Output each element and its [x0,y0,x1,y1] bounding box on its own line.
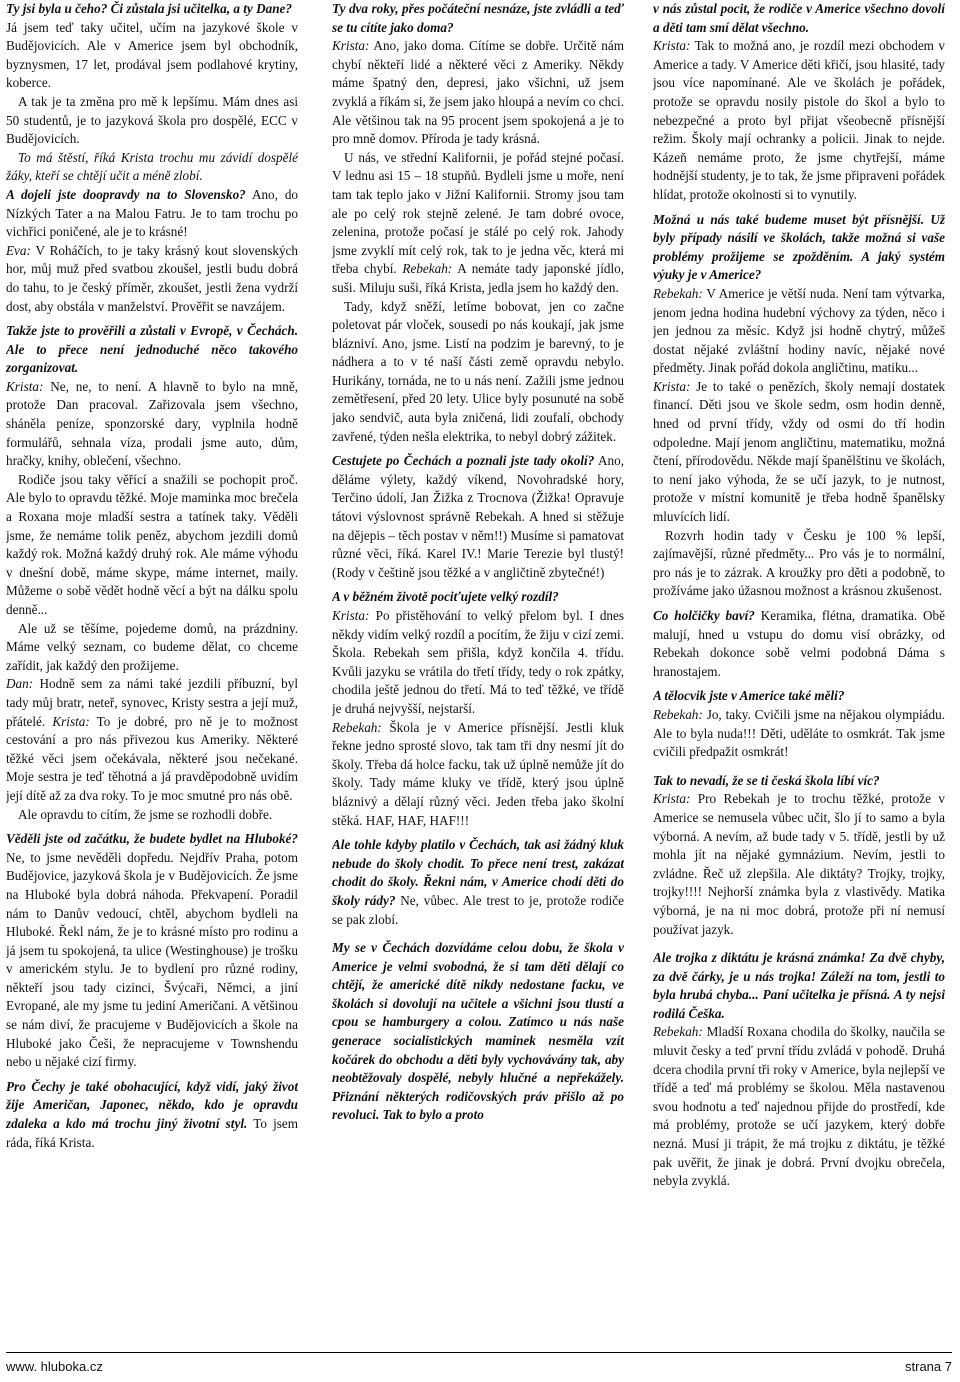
paragraph: Ale opravdu to cítím, že jsme se rozhodli dobře. [18,806,273,822]
column-1 [6,0,298,1330]
paragraph: Rebekah: Mladší Roxana chodila do školky, naučila se mluvit česky a teď první třídu zvládá v pohodě. Druhá dcera chodila první tři roky v Americe, byla nejlepší ve třídě a teď má problémy se školou. Měla nastavenou svou hodnotu a teď najednou přijde do prostředí, kde má problémy, protože se učí jazykem, který dobře nezná. Musí ji trápit, že má trojku z diktátu, je těžké pak uvěřit, že jinak je dobrá. První dvojku obrečela, nebyla zvyklá. [653,1024,945,1189]
paragraph: Krista: Ne, ne, to není. A hlavně to bylo na mně, protože Dan pracoval. Zařizovala jsem všechno, sháněla peníze, sponzorské dary, vyplnila hodně formulářů, sehnala víza, prodali jsme auto, dům, hračky, knihy, oblečení, všechno. [6,378,298,469]
paragraph: Rebekah: V Americe je větší nuda. Není tam výtvarka, jenom jedna hodina hudební výchovy za týden, něco i jen jednou za měsíc. Když jsi hodně chytrý, můžeš dostat nějaké zvláštní hodiny navíc, nějaké nové předměty. Jinak pořád dokola angličtinu, matiku... [653,285,945,376]
page-footer [6,1352,952,1379]
page-number: strana 7 [905,1359,952,1374]
website-link[interactable]: www. hluboka.cz [6,1359,103,1374]
paragraph: Krista: Tak to možná ano, je rozdíl mezi obchodem v Americe a tady. V Americe děti křičí, jsou hlasité, tady jsou více napomínané. Ale ve školách je pořádek, protože se opravdu nosily pistole do škol a bylo to nebezpečné a proto byl přijat všeobecně přísnější režim. Školy mají ochranky a policii. Jinak to nejde. Kázeň nemáme proto, že jsme chytřejší, máme hodnější studenty, je to tak, že jsme připraveni pořádek hlídat, protože okolnosti si to vynutily. [653,38,945,202]
paragraph: A tak je ta změna pro mě k lepšímu. Mám dnes asi 50 studentů, je to jazyková škola pro dospělé, ECC v Budějovicích. [6,93,298,147]
paragraph: Co holčičky baví? Keramika, flétna, dramatika. Obě malují, hned u vstupu do domu visí obrázky, od Rebekah dokonce sobě velmi podobná Dáma s hranostajem. [653,608,945,679]
column-2 [332,0,624,1330]
question: Tak to nevadí, že se ti česká škola líbí víc? [653,772,880,788]
question: Ale trojka z diktátu je krásná známka! Za dvě chyby, za dvě čárky, je u nás trojka! Záleží na tom, jestli to byla hrubá chyba... Paní učitelka je přísná. A ty nejsi rodilá Češka. [653,950,945,1021]
paragraph: Krista: Pro Rebekah je to trochu těžké, protože v Americe se nemusela vůbec učit, šlo jí to samo a byla výborná. A nevím, až bude tady v 5. třídě, jestli by už mohla jít na nějaké gymnázium. Nevím, jestli to zvládne. Řeč už zlepšila. Ale diktáty? Trojky, trojky, trojky!!!! Nejhorší známka byla z vlastivědy. Matika výborná, je na ni moc dobrá, protože při ní nemusí používat jazyk. [653,791,945,937]
question: Ty jsi byla u čeho? Či zůstala jsi učitelka, a ty Dane? [6,1,292,16]
question: Ty dva roky, přes počáteční nesnáze, jste zvládli a teď se tu cítíte jako doma? [332,1,624,35]
question: A v běžném životě pociťujete velký rozdíl? [332,589,559,605]
question: Možná u nás také budeme muset být přísnější. Už byly případy násilí ve školách, takže možná si vaše problémy prožijeme se zpožděním. A jaký systém výuky je v Americe? [653,211,945,283]
paragraph: Ale tohle kdyby platilo v Čechách, tak asi žádný kluk nebude do školy chodit. To přece není trest, zakázat chodit do školy. Řekni nám, v Americe chodí děti do školy rády? Ne, vůbec. Ale trest to je, protože rodiče se pak zlobí. [332,837,624,927]
paragraph: A dojeli jste doopravdy na to Slovensko? Ano, do Nízkých Tater a na Malou Fatru. Je to tam trochu po vichřici poničené, ale je to krásné! [6,186,298,240]
paragraph: Já jsem teď taky učitel, učím na jazykové škole v Budějovicích. Ale v Americe jsem byl obchodník, byznysmen, 17 let, prodával jsem podlahové krytiny, koberce. [6,19,298,91]
paragraph: Pro Čechy je také obohacující, když vidí, jaký život žije Američan, Japonec, někdo, kdo je opravdu zdaleka a kdo má trochu jiný životní styl. To jsem ráda, říká Krista. [6,1078,298,1150]
paragraph: Tady, když sněží, letíme bobovat, jen co začne poletovat pár vloček, sousedi po nás koukají, jak jsme blázniví. Ano, jsme. Listí na podzim je barevný, to je nádhera a to v té naší části země opravdu nebylo. Hurikány, tornáda, ne to u nás není. Zažili jsme jednou zemětřesení, před 20 lety. Ulice byly posunuté na sobě jako sendvič, auta byla zničená, lidi zoufalí, obchody zavřené, týden nešla elektrika, to nebyl dobrý zážitek. [332,298,624,444]
paragraph: Rozvrh hodin tady v Česku je 100 % lepší, zajímavější, různé předměty... Pro vás je to normální, pro nás je to zázrak. A kroužky pro děti a podobně, to prožíváme jako úžasnou možnost a krásnou zkušenost. [653,527,945,599]
column-3 [653,0,945,1330]
question: My se v Čechách dozvídáme celou dobu, že škola v Americe je velmi svobodná, že si tam děti dělají co chtějí, že americké dítě nikdy nedostane facku, ve školách si dovolují na učitele a všichni jsou tlustí a cpou se hamburgery a colou. Zatímco u nás naše generace socialistických maminek nesměla vzít kočárek do obchodu a děti byly vychovávány tak, aby neobtěžovaly dospělé, nebyly hlučné a nepřekážely. Přiznání některých rodičovských práv přišlo až po revoluci. Tak to bylo a proto [332,940,624,1123]
paragraph: Rebekah: Škola je v Americe přísnější. Jestli kluk řekne jedno sprosté slovo, tak tam tři dny nesmí jít do školy. Třeba dá holce facku, tak už úplně nemůže jít do školy. Tady máme kluky ve třídě, který jsou úplně bláznivý a dělají různý věci. Jeden třeba jako školní stěká. HAF, HAF, HAF!!! [332,719,624,828]
paragraph: Krista: Po přistěhování to velký přelom byl. I dnes někdy vidím velký rozdíl a pocítím, že žiju v cizí zemi. Škola. Rebekah sem přišla, když končila 4. třídu. Kvůli jazyku se vrátila do třetí třídy, tedy o rok zpátky, chodila ještě jednou do třetí. Má to teď těžké, ve třídě je druhá nejvyšší, nejstarší. [332,608,624,716]
paragraph: Věděli jste od začátku, že budete bydlet na Hluboké? Ne, to jsme nevěděli dopředu. Nejdřív Praha, potom Budějovice, jazyková škola je v Budějovicích. Že jsme na Hluboké byla dobrá náhoda. Překvapení. Poradil nám to Danův vedoucí, chtěl, abychom bydleli na Hluboké. Řekl nám, že je to krásné místo pro rodinu a já jsem tu spokojená, ta ulice (Westinghouse) je trošku v americkém stylu. Je to bydlení pro různé rodiny, někteří jsou tady cizinci, Švýcaři, Němci, a jiní Evropané, ale my jsme tu jediní Američani. A většinou se nám diví, že pracujeme v Budějovicích a škole na Hluboké jako Češi, že nepracujeme v Townshendu nebo u nějaké cizí firmy. [6,831,298,1070]
paragraph: To má štěstí, říká Krista trochu mu závidí dospělé žáky, kteří se chtějí učit a méně zlobí. [6,149,298,184]
paragraph: Ale už se těšíme, pojedeme domů, na prázdniny. Máme velký seznam, co budeme dělat, co chceme zařídit, jak každý den prožijeme. [6,620,298,673]
paragraph: Rebekah: Jo, taky. Cvičili jsme na nějakou olympiádu. Ale to byla nuda!!! Děti, uděláte to osmkrát. Tak jsme cvičili předpažit osmkrát! [653,706,945,760]
question: v nás zůstal pocit, že rodiče v Americe všechno dovolí a děti tam smí dělat všechno. [653,1,945,35]
paragraph: Dan: Hodně sem za námi také jezdili příbuzní, byl tady můj bratr, neteř, synovec, Kristy sestra a její muž, přátelé. Krista: To je dobré, pro ně je to možnost cestování a pro nás přivezou kus Ameriky. Některé těžké věci jsem očekávala, některé jsou nečekané. Moje sestra je teď těhotná a já pravděpodobně uvidím její dítě až za dva roky. To je moc smutné pro nás obě. [6,676,298,803]
paragraph: Eva: V Roháčích, to je taky krásný kout slovenských hor, můj muž před svatbou zkoušel, jestli budu dobrá do tahu, to je český příměr, zkoušet, jestli žena vydrží dost, aby obstála v manželství. Prověřit se navzájem. [6,242,298,314]
question: Takže jste to prověřili a zůstali v Evropě, v Čechách. Ale to přece není jednoduché něco takového zorganizovat. [6,323,298,376]
paragraph: Krista: Je to také o penězích, školy nemají dostatek financí. Děti jsou ve škole sedm, osm hodin denně, hned od první třídy, vždy od osmi do tří hodin odpoledne. Mají jenom angličtinu, matematiku, možná čtení, přírodovědu. Někde mají španělštinu ve školách, to není jako výhoda, že se učí jazyk, to je nutnost, protože v místní komunitě je třeba hodně španělsky mluvících lidí. [653,378,945,525]
question: A tělocvik jste v Americe také měli? [653,688,845,704]
paragraph: Cestujete po Čechách a poznali jste tady okolí? Ano, děláme výlety, každý víkend, Novohradské hory, Terčino údolí, Jan Žižka z Trocnova (Žižka! Opravuje tátovi výslovnost správně Rebekah. A hned si stěžuje na dějepis – těch postav v něm!!) Musíme si pamatovat různé věci, říká. Karel IV.! Marie Terezie byl tlustý! (Rody v češtině jsou těžké a v angličtině zbytečné!) [332,453,624,580]
paragraph: Rodiče jsou taky věřící a snažili se pochopit proč. Ale bylo to opravdu těžké. Moje maminka moc brečela a Roxana moje mladší sestra a tatínek taky. Věděli jsme, že nemáme tolik peněz, abychom jezdili domů každý rok. Možná každý druhý rok. Ale máme výhodu v dnešní době, máme skype, máme internet, maily. Můžeme o sobě vědět hodně věcí a být na dálku spolu denně... [6,471,298,617]
paragraph: Krista: Ano, jako doma. Cítíme se dobře. Určitě nám chybí někteří lidé a některé věci z Ameriky. Někdy máme špatný den, depresi, jako všichni, už jsem zvyklá a říkám si, že jsem jako hloupá a nevím co chci. Ale většinou tak na 95 procent jsem spokojená a je to pro mně domov. Příroda je tady krásná. [332,38,624,147]
paragraph: U nás, ve střední Kalifornii, je pořád stejné počasí. V lednu asi 15 – 18 stupňů. Bydleli jsme u moře, není tam tak teplo jako v Jižní Kalifornii. Stromy jsou tam ale po celý rok stejně zelené. Je tam dobré ovoce, zelenina, protože počasí je stálé po celý rok. Jahody jsme zvyklí mít celý rok, tak to je jedna věc, která mi třeba chybí. Rebekah: A nemáte tady japonské jídlo, suši. Miluju suši, říká Krista, jedla jsem ho každý den. [332,149,624,295]
